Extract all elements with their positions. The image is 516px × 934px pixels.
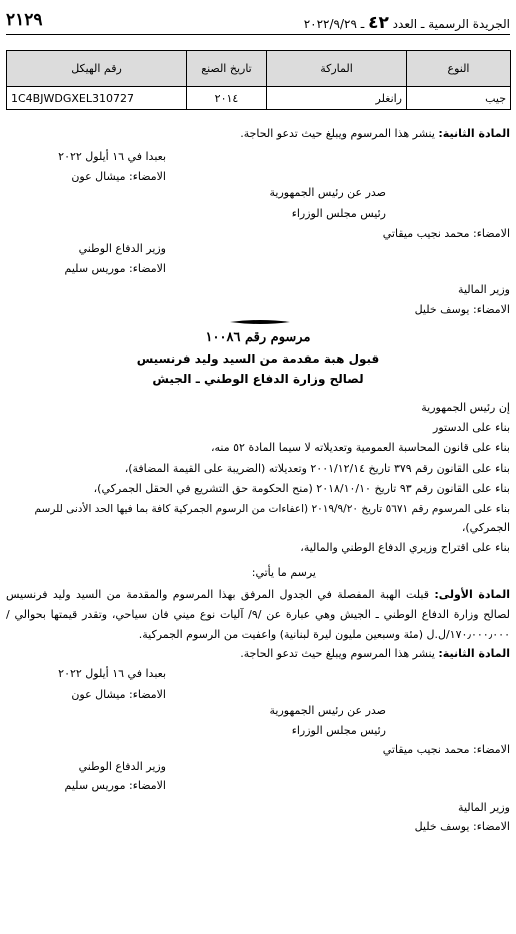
column-header-chassis: رقم الهيكل (7, 51, 187, 87)
article-label: المادة الأولى: (434, 588, 510, 601)
preamble-line: بناء على القانون رقم ٣٧٩ تاريخ ٢٠٠١/١٢/١٤ وتعديلاته (الضريبة على القيمة المضافة)، (124, 462, 510, 475)
gazette-title-prefix: الجريدة الرسمية ـ العدد (392, 17, 510, 31)
vehicle-table (6, 50, 511, 110)
article-1 (6, 585, 510, 645)
preamble-line: بناء على القانون رقم ٩٣ تاريخ ٢٠١٨/١٠/١٠ (منح الحكومة حق التشريع في الحقل الجمركي)، (93, 482, 510, 495)
gazette-title (304, 13, 510, 33)
preamble-line: الجمركي)، (461, 521, 510, 534)
president-signature: الامضاء: ميشال عون (71, 688, 166, 701)
column-header-year: تاريخ الصنع (187, 51, 267, 87)
decree-subject-line-2: لصالح وزارة الدفاع الوطني ـ الجيش (152, 372, 364, 386)
finance-signature: الامضاء: يوسف خليل (414, 303, 510, 316)
page-header (6, 10, 510, 32)
decrees-heading: يرسم ما يأتي: (251, 566, 316, 579)
article-text: قبلت الهبة المفصلة في الجدول المرفق بهذا المرسوم والمقدمة من السيد وليد فرنسيس لصالح وزارة الدفاع الوطني ـ الجيش وهي عبارة عن /٩/ آليات نوع ميني فان سياحي، وتقدر قيمتها بحوالي /١٧٠٫٠٠٠٫٠٠٠/ل.ل (مئة وسبعين مليون ليرة لبنانية) واعفيت من الرسوم الجمركية. (6, 588, 511, 641)
pm-title: رئيس مجلس الوزراء (291, 724, 386, 737)
article-2 (240, 647, 510, 661)
table-row (7, 87, 511, 110)
cell-type: جيب (407, 87, 511, 110)
page-number: ٢١٢٩ (6, 10, 43, 30)
gazette-date: ـ ٢٠٢٢/٩/٢٩ (303, 17, 365, 31)
defense-signature: الامضاء: موريس سليم (64, 779, 166, 792)
cell-brand: رانغلر (267, 87, 407, 110)
finance-signature: الامضاء: يوسف خليل (414, 820, 510, 833)
preamble-line: بناء على اقتراح وزيري الدفاع الوطني والمالية، (300, 541, 510, 554)
decree-subject-line-1: قبول هبة مقدمة من السيد وليد فرنسيس (136, 352, 380, 366)
article-text: ينشر هذا المرسوم ويبلغ حيث تدعو الحاجة. (240, 127, 439, 140)
cell-chassis: 1C4BJWDGXEL310727 (7, 87, 187, 110)
finance-title: وزير المالية (458, 283, 510, 296)
defense-title: وزير الدفاع الوطني (78, 242, 166, 255)
article-text: ينشر هذا المرسوم ويبلغ حيث تدعو الحاجة. (240, 647, 439, 660)
issued-by: صدر عن رئيس الجمهورية (269, 704, 386, 717)
article-label: المادة الثانية: (438, 127, 510, 140)
preamble-line: بناء على الدستور (433, 421, 510, 434)
preamble-line: إن رئيس الجمهورية (421, 401, 510, 414)
header-rule (6, 34, 510, 35)
cell-year: ٢٠١٤ (187, 87, 267, 110)
defense-signature: الامضاء: موريس سليم (64, 262, 166, 275)
article-2-first (240, 127, 510, 141)
issue-number: ٤٢ (368, 13, 389, 33)
article-label: المادة الثانية: (438, 647, 510, 660)
pm-signature: الامضاء: محمد نجيب ميقاتي (382, 743, 510, 756)
column-header-type: النوع (407, 51, 511, 87)
column-header-brand: الماركة (267, 51, 407, 87)
finance-title: وزير المالية (458, 801, 510, 814)
pm-signature: الامضاء: محمد نجيب ميقاتي (382, 227, 510, 240)
date-line: بعبدا في ١٦ أيلول ٢٠٢٢ (58, 667, 166, 680)
date-line: بعبدا في ١٦ أيلول ٢٠٢٢ (58, 150, 166, 163)
preamble-line: بناء على المرسوم رقم ٥٦٧١ تاريخ ٢٠١٩/٩/٢٠ (اعفاءات من الرسوم الجمركية كافة بما فيها الحد الأدنى للرسم (34, 503, 510, 515)
pm-title: رئيس مجلس الوزراء (291, 207, 386, 220)
preamble-line: بناء على قانون المحاسبة العمومية وتعديلاته لا سيما المادة ٥٢ منه، (210, 441, 510, 454)
defense-title: وزير الدفاع الوطني (78, 760, 166, 773)
president-signature: الامضاء: ميشال عون (71, 170, 166, 183)
decree-number-title: مرسوم رقم ١٠٠٨٦ (205, 330, 311, 345)
issued-by: صدر عن رئيس الجمهورية (269, 186, 386, 199)
section-divider-ornament (230, 319, 290, 325)
table-header-row (7, 51, 511, 87)
